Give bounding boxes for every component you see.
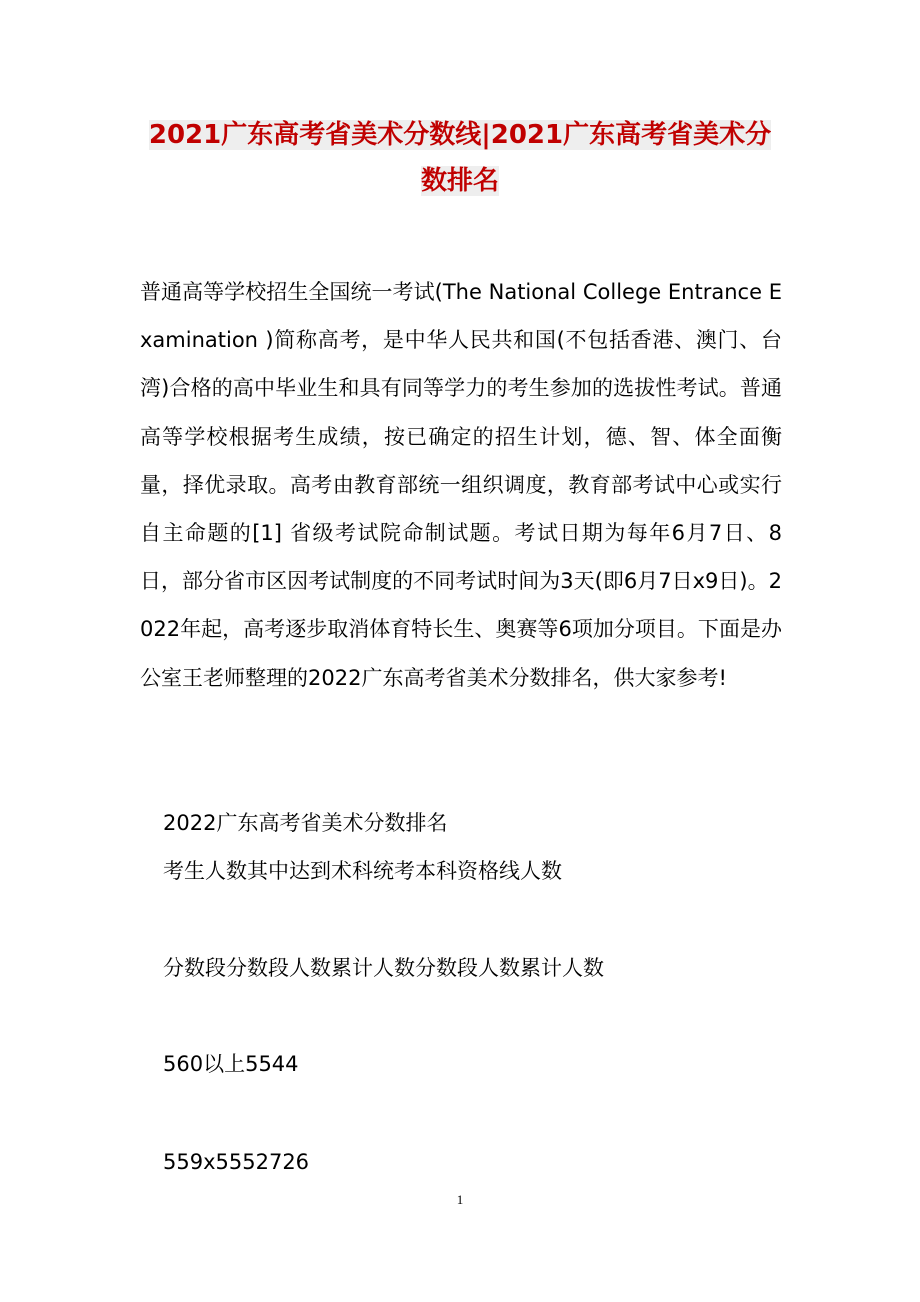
table-header-row: 分数段分数段人数累计人数分数段人数累计人数 bbox=[163, 956, 604, 980]
ranking-heading: 2022广东高考省美术分数排名 bbox=[163, 811, 448, 835]
table-row: 559x5552726 bbox=[163, 1150, 310, 1174]
intro-paragraph: 普通高等学校招生全国统一考试(The National College Entrance Examination )简称高考，是中华人民共和国(不包括香港、澳门、台湾)合格的高中毕业生和具有同等学力的考生参加的选拔性考试。普通高等学校根据考生成绩，按已确定的招生计划，德、智、体全面衡量，择优录取。高考由教育部统一组织调度，教育部考试中心或实行自主命题的[1] 省级考试院命制试题。考试日期为每年6月7日、8日，部分省市区因考试制度的不同考试时间为3天(即6月7日x9日)。2022年起，高考逐步取消体育特长生、奥赛等6项加分项目。下面是办公室王老师整理的2022广东高考省美术分数排名，供大家参考! bbox=[140, 280, 782, 690]
title-line-2: 数排名 bbox=[420, 166, 499, 196]
title-line-1: 2021广东高考省美术分数线|2021广东高考省美术分 bbox=[148, 120, 772, 150]
document-title bbox=[130, 112, 790, 204]
table-caption: 考生人数其中达到术科统考本科资格线人数 bbox=[163, 859, 562, 883]
page-number: 1 bbox=[456, 1192, 464, 1207]
table-row: 560以上5544 bbox=[163, 1052, 299, 1076]
